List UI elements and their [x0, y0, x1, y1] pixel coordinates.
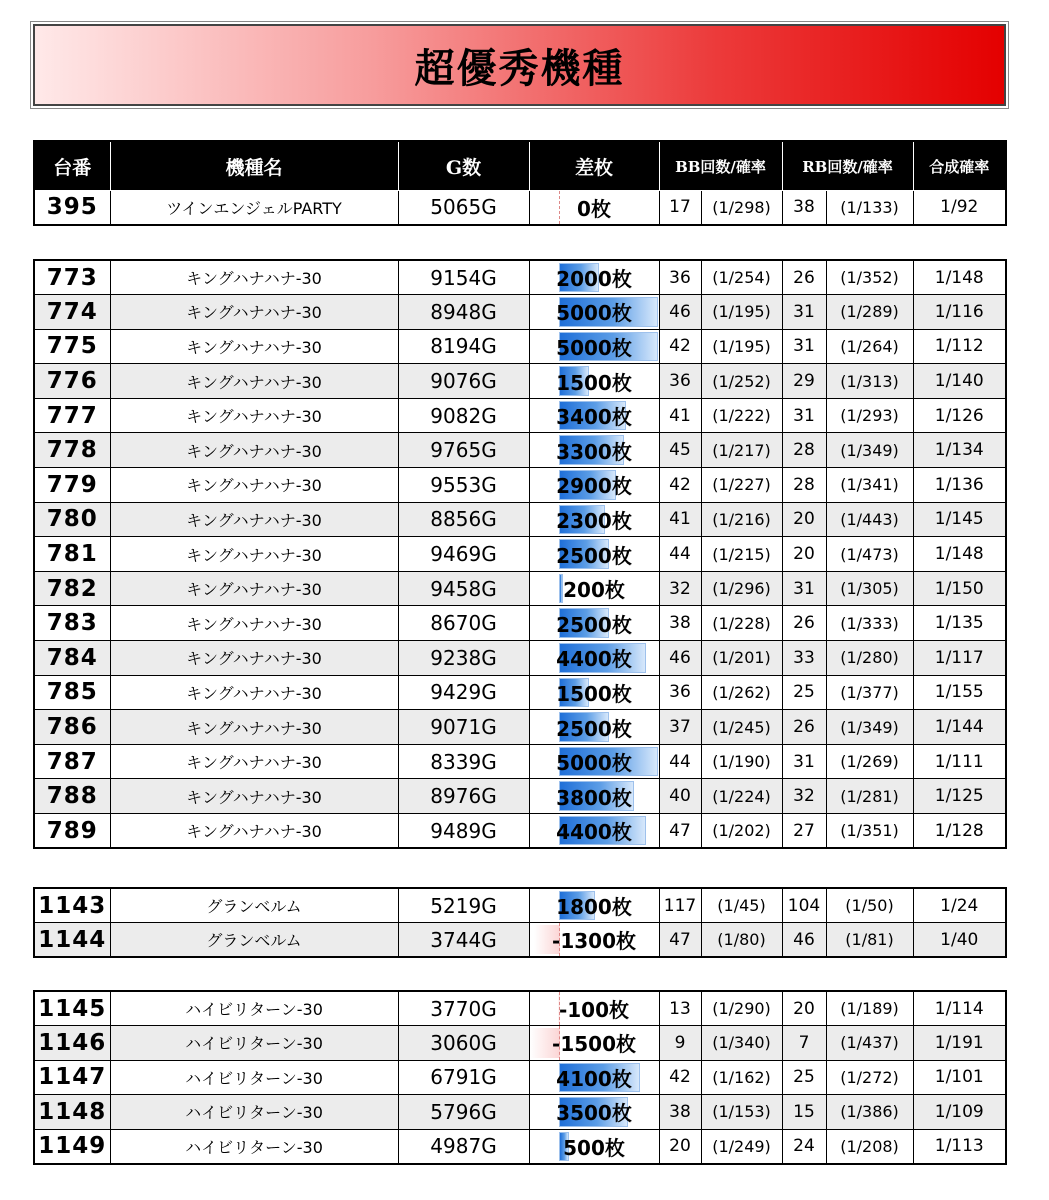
- header-machine: 機種名: [110, 141, 398, 191]
- diff-coins: [529, 1129, 659, 1164]
- diff-coins: [529, 814, 659, 849]
- rb-count: 20: [782, 537, 826, 572]
- rb-probability: (1/386): [826, 1095, 913, 1130]
- bb-count: 40: [659, 779, 701, 814]
- diff-coins: [529, 571, 659, 606]
- table-row: [34, 1095, 1006, 1130]
- unit-number: 777: [34, 398, 110, 433]
- rb-probability: (1/293): [826, 398, 913, 433]
- game-count: 8976G: [398, 779, 529, 814]
- rb-probability: (1/352): [826, 260, 913, 295]
- game-count: 9489G: [398, 814, 529, 849]
- header-row: [34, 141, 1006, 191]
- table-row: [34, 364, 1006, 399]
- machine-name: キングハナハナ-30: [110, 675, 398, 710]
- bb-probability: (1/262): [701, 675, 782, 710]
- table-row: [34, 537, 1006, 572]
- unit-number: 1147: [34, 1060, 110, 1095]
- bb-probability: (1/216): [701, 502, 782, 537]
- table-group-granbelm: [33, 887, 1007, 958]
- unit-number: 773: [34, 260, 110, 295]
- unit-number: 1148: [34, 1095, 110, 1130]
- rb-count: 46: [782, 923, 826, 958]
- game-count: 9458G: [398, 571, 529, 606]
- rb-probability: (1/281): [826, 779, 913, 814]
- machine-name: ハイビリターン-30: [110, 1095, 398, 1130]
- bb-probability: (1/215): [701, 537, 782, 572]
- unit-number: 779: [34, 468, 110, 503]
- bb-count: 41: [659, 398, 701, 433]
- diff-label: 4400枚: [556, 647, 632, 672]
- synth-probability: 1/24: [913, 888, 1006, 923]
- table-row: [34, 571, 1006, 606]
- unit-number: 1145: [34, 991, 110, 1026]
- diff-label: 3400枚: [556, 405, 632, 430]
- game-count: 9469G: [398, 537, 529, 572]
- table-group-hibi-return: [33, 990, 1007, 1165]
- bb-probability: (1/153): [701, 1095, 782, 1130]
- rb-count: 7: [782, 1026, 826, 1061]
- bb-count: 46: [659, 295, 701, 330]
- table-row: [34, 710, 1006, 745]
- bb-count: 13: [659, 991, 701, 1026]
- diff-coins: [529, 606, 659, 641]
- rb-count: 28: [782, 468, 826, 503]
- rb-count: 25: [782, 1060, 826, 1095]
- synth-probability: 1/112: [913, 329, 1006, 364]
- game-count: 4987G: [398, 1129, 529, 1164]
- table-row: [34, 606, 1006, 641]
- bb-probability: (1/245): [701, 710, 782, 745]
- diff-coins: [529, 1060, 659, 1095]
- diff-label: 2500枚: [556, 543, 632, 568]
- rb-count: 27: [782, 814, 826, 849]
- bb-count: 45: [659, 433, 701, 468]
- synth-probability: 1/191: [913, 1026, 1006, 1061]
- table-row: [34, 675, 1006, 710]
- bb-count: 42: [659, 329, 701, 364]
- synth-probability: 1/135: [913, 606, 1006, 641]
- unit-number: 781: [34, 537, 110, 572]
- machine-name: キングハナハナ-30: [110, 468, 398, 503]
- diff-label: 4100枚: [556, 1066, 632, 1091]
- rb-probability: (1/349): [826, 710, 913, 745]
- unit-number: 395: [34, 191, 110, 225]
- synth-probability: 1/109: [913, 1095, 1006, 1130]
- bb-probability: (1/201): [701, 641, 782, 676]
- machine-name: キングハナハナ-30: [110, 537, 398, 572]
- rb-probability: (1/189): [826, 991, 913, 1026]
- diff-label: 200枚: [563, 578, 625, 603]
- rb-count: 104: [782, 888, 826, 923]
- table-row: [34, 641, 1006, 676]
- bb-probability: (1/298): [701, 191, 782, 225]
- rb-count: 32: [782, 779, 826, 814]
- machine-name: キングハナハナ-30: [110, 364, 398, 399]
- rb-count: 20: [782, 502, 826, 537]
- diff-coins: [529, 1095, 659, 1130]
- zero-line: [559, 191, 560, 224]
- diff-label: 5000枚: [556, 335, 632, 360]
- synth-probability: 1/155: [913, 675, 1006, 710]
- diff-coins: [529, 260, 659, 295]
- bb-probability: (1/217): [701, 433, 782, 468]
- rb-probability: (1/473): [826, 537, 913, 572]
- machine-name: キングハナハナ-30: [110, 814, 398, 849]
- unit-number: 787: [34, 744, 110, 779]
- machine-name: キングハナハナ-30: [110, 295, 398, 330]
- bb-probability: (1/227): [701, 468, 782, 503]
- rb-count: 26: [782, 710, 826, 745]
- diff-bar: [559, 574, 563, 604]
- diff-label: 2500枚: [556, 612, 632, 637]
- bb-count: 42: [659, 468, 701, 503]
- diff-label: 2300枚: [556, 508, 632, 533]
- diff-label: -1300枚: [552, 929, 636, 953]
- header-diff: 差枚: [529, 141, 659, 191]
- synth-probability: 1/113: [913, 1129, 1006, 1164]
- title-banner: [33, 24, 1006, 106]
- synth-probability: 1/148: [913, 260, 1006, 295]
- table-row: [34, 923, 1006, 958]
- game-count: 9071G: [398, 710, 529, 745]
- bb-probability: (1/340): [701, 1026, 782, 1061]
- bb-count: 36: [659, 260, 701, 295]
- game-count: 8948G: [398, 295, 529, 330]
- diff-label: 500枚: [563, 1135, 625, 1160]
- bb-probability: (1/45): [701, 888, 782, 923]
- rb-count: 26: [782, 260, 826, 295]
- header-synth: 合成確率: [913, 141, 1006, 191]
- game-count: 9076G: [398, 364, 529, 399]
- bb-probability: (1/80): [701, 923, 782, 958]
- synth-probability: 1/140: [913, 364, 1006, 399]
- bb-count: 38: [659, 1095, 701, 1130]
- diff-coins: [529, 1026, 659, 1061]
- machine-name: ハイビリターン-30: [110, 1129, 398, 1164]
- bb-count: 9: [659, 1026, 701, 1061]
- diff-coins: [529, 923, 659, 958]
- diff-coins: [529, 779, 659, 814]
- bb-probability: (1/228): [701, 606, 782, 641]
- machine-name: ハイビリターン-30: [110, 1060, 398, 1095]
- machine-name: ハイビリターン-30: [110, 991, 398, 1026]
- diff-coins: [529, 295, 659, 330]
- page-title: 超優秀機種: [414, 45, 625, 92]
- diff-coins: [529, 329, 659, 364]
- unit-number: 1149: [34, 1129, 110, 1164]
- machine-name: キングハナハナ-30: [110, 329, 398, 364]
- unit-number: 778: [34, 433, 110, 468]
- rb-probability: (1/313): [826, 364, 913, 399]
- machine-name: グランベルム: [110, 923, 398, 958]
- rb-probability: (1/305): [826, 571, 913, 606]
- synth-probability: 1/134: [913, 433, 1006, 468]
- bb-probability: (1/224): [701, 779, 782, 814]
- diff-coins: [529, 537, 659, 572]
- game-count: 8856G: [398, 502, 529, 537]
- diff-coins: [529, 675, 659, 710]
- bb-count: 17: [659, 191, 701, 225]
- unit-number: 1143: [34, 888, 110, 923]
- rb-count: 28: [782, 433, 826, 468]
- rb-probability: (1/341): [826, 468, 913, 503]
- diff-label: 5000枚: [556, 301, 632, 326]
- table-row: [34, 1060, 1006, 1095]
- rb-probability: (1/133): [826, 191, 913, 225]
- table-row: [34, 991, 1006, 1026]
- table-header-group: [33, 140, 1007, 226]
- diff-coins: [529, 398, 659, 433]
- diff-label: -1500枚: [552, 1032, 636, 1057]
- diff-label: 0枚: [577, 196, 611, 221]
- rb-probability: (1/349): [826, 433, 913, 468]
- unit-number: 775: [34, 329, 110, 364]
- unit-number: 1146: [34, 1026, 110, 1061]
- diff-label: 1500枚: [556, 681, 632, 706]
- diff-label: 4400枚: [556, 820, 632, 845]
- game-count: 3744G: [398, 923, 529, 958]
- unit-number: 780: [34, 502, 110, 537]
- table-row: [34, 468, 1006, 503]
- table-group-king-hanahana: [33, 259, 1007, 849]
- bb-count: 20: [659, 1129, 701, 1164]
- bb-count: 44: [659, 744, 701, 779]
- synth-probability: 1/126: [913, 398, 1006, 433]
- game-count: 9154G: [398, 260, 529, 295]
- machine-name: キングハナハナ-30: [110, 710, 398, 745]
- machine-name: ハイビリターン-30: [110, 1026, 398, 1061]
- rb-probability: (1/269): [826, 744, 913, 779]
- game-count: 8339G: [398, 744, 529, 779]
- machine-name: キングハナハナ-30: [110, 744, 398, 779]
- machine-name: キングハナハナ-30: [110, 260, 398, 295]
- machine-name: キングハナハナ-30: [110, 606, 398, 641]
- diff-coins: [529, 433, 659, 468]
- rb-count: 24: [782, 1129, 826, 1164]
- bb-count: 38: [659, 606, 701, 641]
- bb-probability: (1/252): [701, 364, 782, 399]
- synth-probability: 1/125: [913, 779, 1006, 814]
- diff-label: 3300枚: [556, 439, 632, 464]
- bb-probability: (1/290): [701, 991, 782, 1026]
- synth-probability: 1/111: [913, 744, 1006, 779]
- synth-probability: 1/128: [913, 814, 1006, 849]
- rb-count: 26: [782, 606, 826, 641]
- rb-probability: (1/333): [826, 606, 913, 641]
- header-bb: BB回数/確率: [659, 141, 782, 191]
- diff-coins: [529, 710, 659, 745]
- rb-count: 38: [782, 191, 826, 225]
- diff-coins: [529, 364, 659, 399]
- diff-coins: [529, 888, 659, 923]
- diff-label: 2500枚: [556, 716, 632, 741]
- bb-probability: (1/249): [701, 1129, 782, 1164]
- machine-name: キングハナハナ-30: [110, 433, 398, 468]
- game-count: 5796G: [398, 1095, 529, 1130]
- header-rb: RB回数/確率: [782, 141, 913, 191]
- machine-name: ツインエンジェルPARTY: [110, 191, 398, 225]
- game-count: 5065G: [398, 191, 529, 225]
- rb-count: 25: [782, 675, 826, 710]
- game-count: 9238G: [398, 641, 529, 676]
- synth-probability: 1/92: [913, 191, 1006, 225]
- unit-number: 776: [34, 364, 110, 399]
- rb-probability: (1/272): [826, 1060, 913, 1095]
- synth-probability: 1/145: [913, 502, 1006, 537]
- rb-count: 31: [782, 329, 826, 364]
- bb-probability: (1/195): [701, 329, 782, 364]
- game-count: 6791G: [398, 1060, 529, 1095]
- bb-count: 117: [659, 888, 701, 923]
- machine-name: グランベルム: [110, 888, 398, 923]
- diff-label: 1500枚: [556, 370, 632, 395]
- game-count: 8194G: [398, 329, 529, 364]
- rb-probability: (1/377): [826, 675, 913, 710]
- diff-label: 3500枚: [556, 1101, 632, 1126]
- rb-count: 31: [782, 295, 826, 330]
- diff-coins: [529, 744, 659, 779]
- machine-name: キングハナハナ-30: [110, 571, 398, 606]
- bb-count: 46: [659, 641, 701, 676]
- unit-number: 782: [34, 571, 110, 606]
- unit-number: 786: [34, 710, 110, 745]
- diff-coins: [529, 502, 659, 537]
- unit-number: 784: [34, 641, 110, 676]
- diff-label: 2000枚: [556, 267, 632, 292]
- rb-probability: (1/280): [826, 641, 913, 676]
- bb-count: 42: [659, 1060, 701, 1095]
- synth-probability: 1/114: [913, 991, 1006, 1026]
- table-row: [34, 295, 1006, 330]
- bb-count: 36: [659, 364, 701, 399]
- synth-probability: 1/144: [913, 710, 1006, 745]
- table-row: [34, 398, 1006, 433]
- game-count: 9429G: [398, 675, 529, 710]
- game-count: 8670G: [398, 606, 529, 641]
- diff-coins: [529, 468, 659, 503]
- unit-number: 774: [34, 295, 110, 330]
- table-row: [34, 502, 1006, 537]
- bb-probability: (1/296): [701, 571, 782, 606]
- bb-probability: (1/190): [701, 744, 782, 779]
- synth-probability: 1/136: [913, 468, 1006, 503]
- header-games: G数: [398, 141, 529, 191]
- unit-number: 789: [34, 814, 110, 849]
- diff-label: 2900枚: [556, 474, 632, 499]
- game-count: 9082G: [398, 398, 529, 433]
- table-row: [34, 1026, 1006, 1061]
- table-row: [34, 1129, 1006, 1164]
- diff-coins: [529, 191, 659, 225]
- unit-number: 788: [34, 779, 110, 814]
- table-row: [34, 888, 1006, 923]
- game-count: 3770G: [398, 991, 529, 1026]
- rb-count: 20: [782, 991, 826, 1026]
- synth-probability: 1/40: [913, 923, 1006, 958]
- bb-probability: (1/222): [701, 398, 782, 433]
- header-unit: 台番: [34, 141, 110, 191]
- machine-name: キングハナハナ-30: [110, 398, 398, 433]
- rb-probability: (1/289): [826, 295, 913, 330]
- bb-count: 32: [659, 571, 701, 606]
- rb-count: 29: [782, 364, 826, 399]
- synth-probability: 1/148: [913, 537, 1006, 572]
- bb-probability: (1/162): [701, 1060, 782, 1095]
- unit-number: 783: [34, 606, 110, 641]
- game-count: 3060G: [398, 1026, 529, 1061]
- unit-number: 785: [34, 675, 110, 710]
- table-row: [34, 329, 1006, 364]
- machine-name: キングハナハナ-30: [110, 779, 398, 814]
- table-row: [34, 814, 1006, 849]
- unit-number: 1144: [34, 923, 110, 958]
- diff-coins: [529, 991, 659, 1026]
- table-row: [34, 260, 1006, 295]
- bb-count: 47: [659, 814, 701, 849]
- machine-name: キングハナハナ-30: [110, 502, 398, 537]
- bb-probability: (1/254): [701, 260, 782, 295]
- synth-probability: 1/117: [913, 641, 1006, 676]
- bb-probability: (1/202): [701, 814, 782, 849]
- diff-label: 3800枚: [556, 785, 632, 810]
- bb-probability: (1/195): [701, 295, 782, 330]
- table-row: [34, 433, 1006, 468]
- bb-count: 36: [659, 675, 701, 710]
- rb-probability: (1/443): [826, 502, 913, 537]
- rb-count: 33: [782, 641, 826, 676]
- synth-probability: 1/116: [913, 295, 1006, 330]
- table-row: [34, 744, 1006, 779]
- rb-probability: (1/264): [826, 329, 913, 364]
- rb-count: 31: [782, 744, 826, 779]
- synth-probability: 1/101: [913, 1060, 1006, 1095]
- table-row: [34, 191, 1006, 225]
- machine-name: キングハナハナ-30: [110, 641, 398, 676]
- rb-count: 31: [782, 571, 826, 606]
- rb-count: 31: [782, 398, 826, 433]
- game-count: 9765G: [398, 433, 529, 468]
- table-row: [34, 779, 1006, 814]
- rb-probability: (1/208): [826, 1129, 913, 1164]
- game-count: 9553G: [398, 468, 529, 503]
- diff-label: 5000枚: [556, 751, 632, 776]
- game-count: 5219G: [398, 888, 529, 923]
- bb-count: 44: [659, 537, 701, 572]
- bb-count: 41: [659, 502, 701, 537]
- rb-probability: (1/351): [826, 814, 913, 849]
- rb-probability: (1/81): [826, 923, 913, 958]
- rb-probability: (1/50): [826, 888, 913, 923]
- bb-count: 47: [659, 923, 701, 958]
- rb-probability: (1/437): [826, 1026, 913, 1061]
- bb-count: 37: [659, 710, 701, 745]
- diff-coins: [529, 641, 659, 676]
- rb-count: 15: [782, 1095, 826, 1130]
- synth-probability: 1/150: [913, 571, 1006, 606]
- diff-label: -100枚: [558, 998, 630, 1022]
- diff-label: 1800枚: [556, 895, 632, 919]
